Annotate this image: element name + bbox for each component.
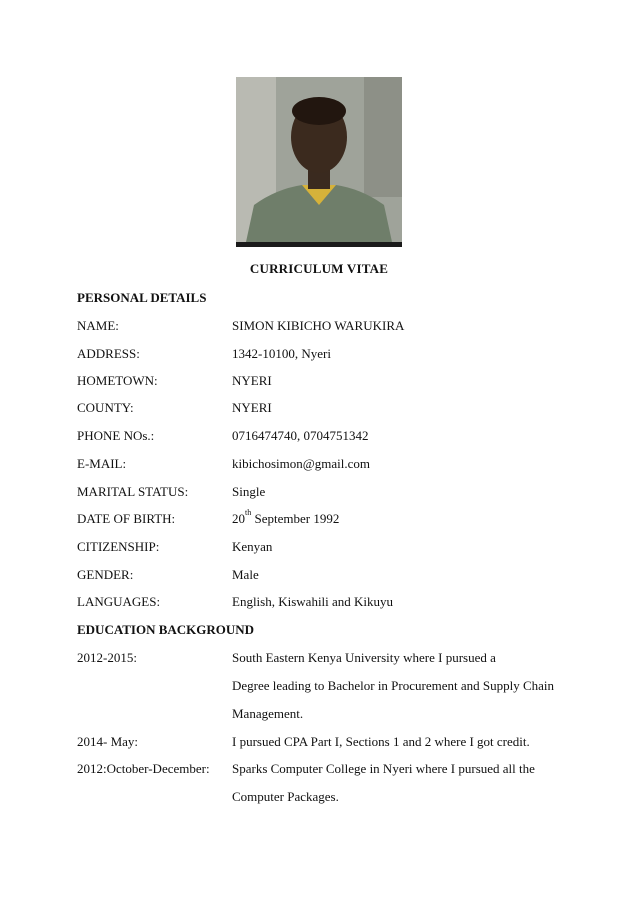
languages-value: English, Kiswahili and Kikuyu — [232, 594, 394, 609]
phone-label: PHONE NOs.: — [77, 428, 155, 443]
dob-suffix: th — [245, 508, 252, 517]
phone-value: 0716474740, 0704751342 — [232, 428, 369, 443]
hometown-value: NYERI — [232, 373, 272, 388]
education-heading: EDUCATION BACKGROUND — [77, 622, 255, 637]
profile-photo — [236, 77, 402, 242]
education-line: I pursued CPA Part I, Sections 1 and 2 where I got credit. — [232, 734, 530, 749]
document-title: CURRICULUM VITAE — [249, 261, 389, 276]
citizenship-value: Kenyan — [232, 539, 273, 554]
education-line: Computer Packages. — [232, 789, 339, 804]
address-label: ADDRESS: — [77, 346, 140, 361]
marital-status-value: Single — [232, 484, 266, 499]
education-line: South Eastern Kenya University where I pursued a — [232, 650, 496, 665]
education-line: Management. — [232, 706, 304, 721]
county-label: COUNTY: — [77, 400, 134, 415]
name-label: NAME: — [77, 318, 119, 333]
education-period: 2012-2015: — [77, 650, 137, 665]
gender-value: Male — [232, 567, 259, 582]
address-value: 1342-10100, Nyeri — [232, 346, 331, 361]
portrait-image — [236, 77, 402, 242]
dob-month-year: September 1992 — [251, 511, 340, 526]
hometown-label: HOMETOWN: — [77, 373, 158, 388]
name-value: SIMON KIBICHO WARUKIRA — [232, 318, 405, 333]
email-value: kibichosimon@gmail.com — [232, 456, 370, 471]
dob-day: 20 — [232, 511, 245, 526]
education-line: Degree leading to Bachelor in Procurement and Supply Chain — [232, 678, 555, 693]
photo-underline — [236, 242, 402, 247]
languages-label: LANGUAGES: — [77, 594, 161, 609]
citizenship-label: CITIZENSHIP: — [77, 539, 160, 554]
email-label: E-MAIL: — [77, 456, 127, 471]
county-value: NYERI — [232, 400, 272, 415]
date-of-birth-label: DATE OF BIRTH: — [77, 511, 176, 526]
education-period: 2012:October-December: — [77, 761, 210, 776]
gender-label: GENDER: — [77, 567, 134, 582]
date-of-birth-value — [232, 508, 340, 527]
education-period: 2014- May: — [77, 734, 139, 749]
education-line: Sparks Computer College in Nyeri where I pursued all the — [232, 761, 535, 776]
personal-details-heading: PERSONAL DETAILS — [77, 290, 207, 305]
marital-status-label: MARITAL STATUS: — [77, 484, 189, 499]
